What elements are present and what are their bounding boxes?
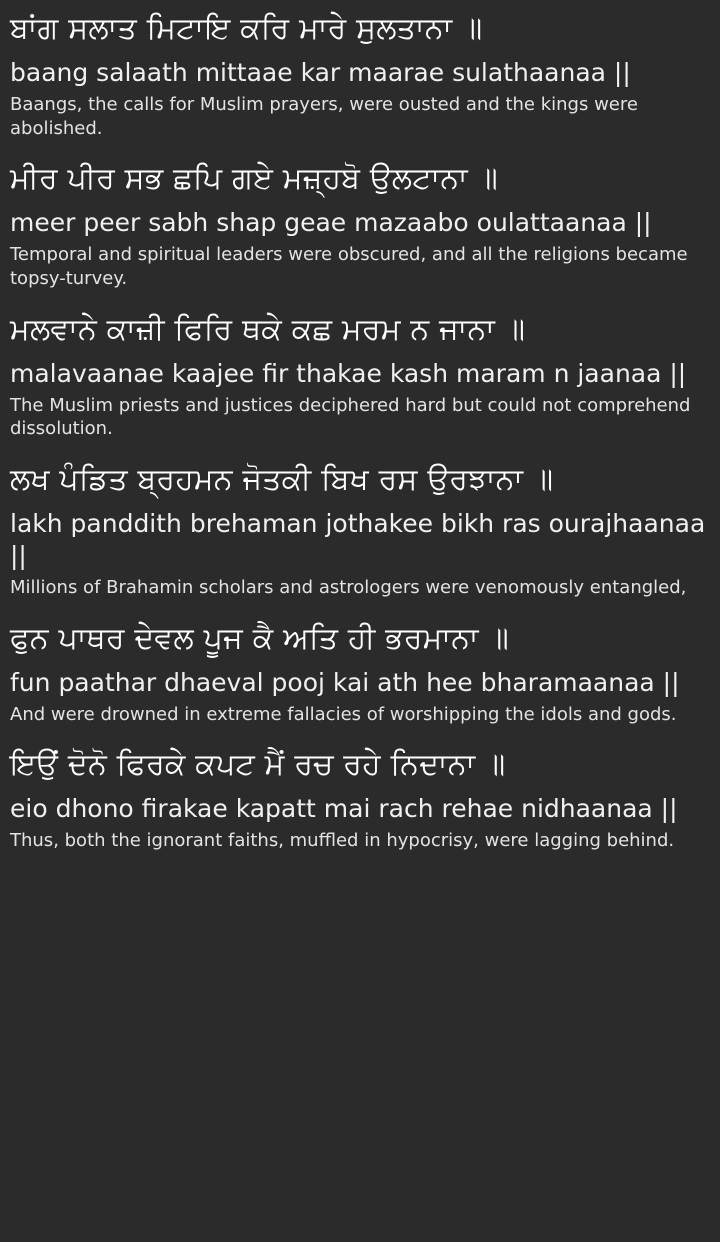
verse-block [10, 158, 710, 290]
verse-transliteration: meer peer sabh shap geae mazaabo oulattaanaa || [10, 208, 652, 238]
verse-transliteration: fun paathar dhaeval pooj kai ath hee bharamaanaa || [10, 667, 680, 697]
verse-transliteration: eio dhono firakae kapatt mai rach rehae nidhaanaa || [10, 794, 678, 824]
verse-block [10, 8, 710, 140]
verse-transliteration: baang salaath mittaae kar maarae sulathaanaa || [10, 57, 631, 87]
verse-translation: The Muslim priests and justices deciphered hard but could not comprehend dissolution. [10, 394, 691, 440]
verse-transliteration: lakh panddith brehaman jothakee bikh ras ourajhaanaa || [10, 509, 706, 570]
verse-translation: Baangs, the calls for Muslim prayers, were ousted and the kings were abolished. [10, 93, 638, 139]
verse-gurmukhi: ਇਉਂ ਦੋਨੋ ਫਿਰਕੇ ਕਪਟ ਮੈਂ ਰਚ ਰਹੇ ਨਿਦਾਨਾ ॥ [10, 747, 506, 783]
verse-block [10, 744, 710, 853]
verse-gurmukhi: ਲਖ ਪੰਡਿਤ ਬ੍ਰਹਮਨ ਜੋਤਕੀ ਬਿਖ ਰਸ ਉਰਝਾਨਾ ॥ [10, 462, 554, 498]
verse-gurmukhi: ਬਾਂਗ ਸਲਾਤ ਮਿਟਾਇ ਕਰਿ ਮਾਰੇ ਸੁਲਤਾਨਾ ॥ [10, 11, 483, 46]
verse-gurmukhi: ਫੁਨ ਪਾਥਰ ਦੇਵਲ ਪੂਜ ਕੈ ਅਤਿ ਹੀ ਭਰਮਾਨਾ ॥ [10, 620, 509, 656]
verse-transliteration: malavaanae kaajee fir thakae kash maram n jaanaa || [10, 358, 687, 388]
verse-translation: Thus, both the ignorant faiths, muffled in hypocrisy, were lagging behind. [10, 830, 675, 852]
verse-translation: And were drowned in extreme fallacies of worshipping the idols and gods. [10, 703, 677, 725]
verse-gurmukhi: ਮਲਵਾਨੇ ਕਾਜ਼ੀ ਫਿਰਿ ਥਕੇ ਕਛ ਮਰਮ ਨ ਜਾਨਾ ॥ [10, 311, 526, 347]
verse-block [10, 459, 710, 600]
verse-translation: Millions of Brahamin scholars and astrologers were venomously entangled, [10, 577, 687, 598]
verse-gurmukhi: ਮੀਰ ਪੀਰ ਸਭ ਛਪਿ ਗਏ ਮਜ਼੍ਹਬੋ ਉਲਟਾਨਾ ॥ [10, 161, 498, 197]
verse-block [10, 618, 710, 727]
verse-translation: Temporal and spiritual leaders were obscured, and all the religions became topsy-turvey. [10, 244, 688, 289]
verse-block [10, 309, 710, 441]
